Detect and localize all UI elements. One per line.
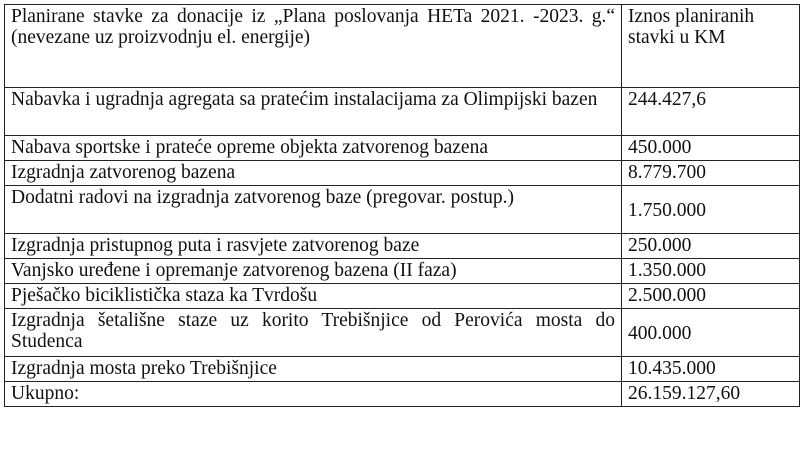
row-description: Pješačko biciklistička staza ka Tvrdošu xyxy=(5,284,622,309)
table-row xyxy=(5,234,800,259)
row-amount: 8.779.700 xyxy=(622,161,800,186)
table-row xyxy=(5,357,800,382)
table-row xyxy=(5,186,800,234)
table-row xyxy=(5,309,800,357)
table-header-row xyxy=(5,5,800,88)
table-row xyxy=(5,136,800,161)
total-amount: 26.159.127,60 xyxy=(622,382,800,407)
row-description: Dodatni radovi na izgradnja zatvorenog baze (pregovar. postup.) xyxy=(5,186,622,234)
row-description: Izgradnja zatvorenog bazena xyxy=(5,161,622,186)
table-row xyxy=(5,284,800,309)
row-amount: 1.750.000 xyxy=(622,186,800,234)
row-description: Vanjsko uređene i opremanje zatvorenog bazena (II faza) xyxy=(5,259,622,284)
row-amount: 400.000 xyxy=(622,309,800,357)
header-description-cell: Planirane stavke za donacije iz „Plana poslovanja HETa 2021. -2023. g.“ (nevezane uz proizvodnju el. energije) xyxy=(5,5,622,88)
table-row xyxy=(5,259,800,284)
row-description: Izgradnja pristupnog puta i rasvjete zatvorenog baze xyxy=(5,234,622,259)
row-amount: 10.435.000 xyxy=(622,357,800,382)
table-row xyxy=(5,88,800,136)
row-amount: 250.000 xyxy=(622,234,800,259)
row-amount: 244.427,6 xyxy=(622,88,800,136)
row-amount: 2.500.000 xyxy=(622,284,800,309)
row-description: Izgradnja šetališne staze uz korito Trebišnjice od Perovića mosta do Studenca xyxy=(5,309,622,357)
row-amount: 1.350.000 xyxy=(622,259,800,284)
table-row xyxy=(5,161,800,186)
row-description: Nabavka i ugradnja agregata sa pratećim instalacijama za Olimpijski bazen xyxy=(5,88,622,136)
header-amount-cell: Iznos planiranih stavki u KM xyxy=(622,5,800,88)
donation-plan-table xyxy=(4,4,800,407)
table-total-row xyxy=(5,382,800,407)
row-amount: 450.000 xyxy=(622,136,800,161)
row-description: Nabava sportske i prateće opreme objekta zatvorenog bazena xyxy=(5,136,622,161)
row-description: Izgradnja mosta preko Trebišnjice xyxy=(5,357,622,382)
total-label: Ukupno: xyxy=(5,382,622,407)
